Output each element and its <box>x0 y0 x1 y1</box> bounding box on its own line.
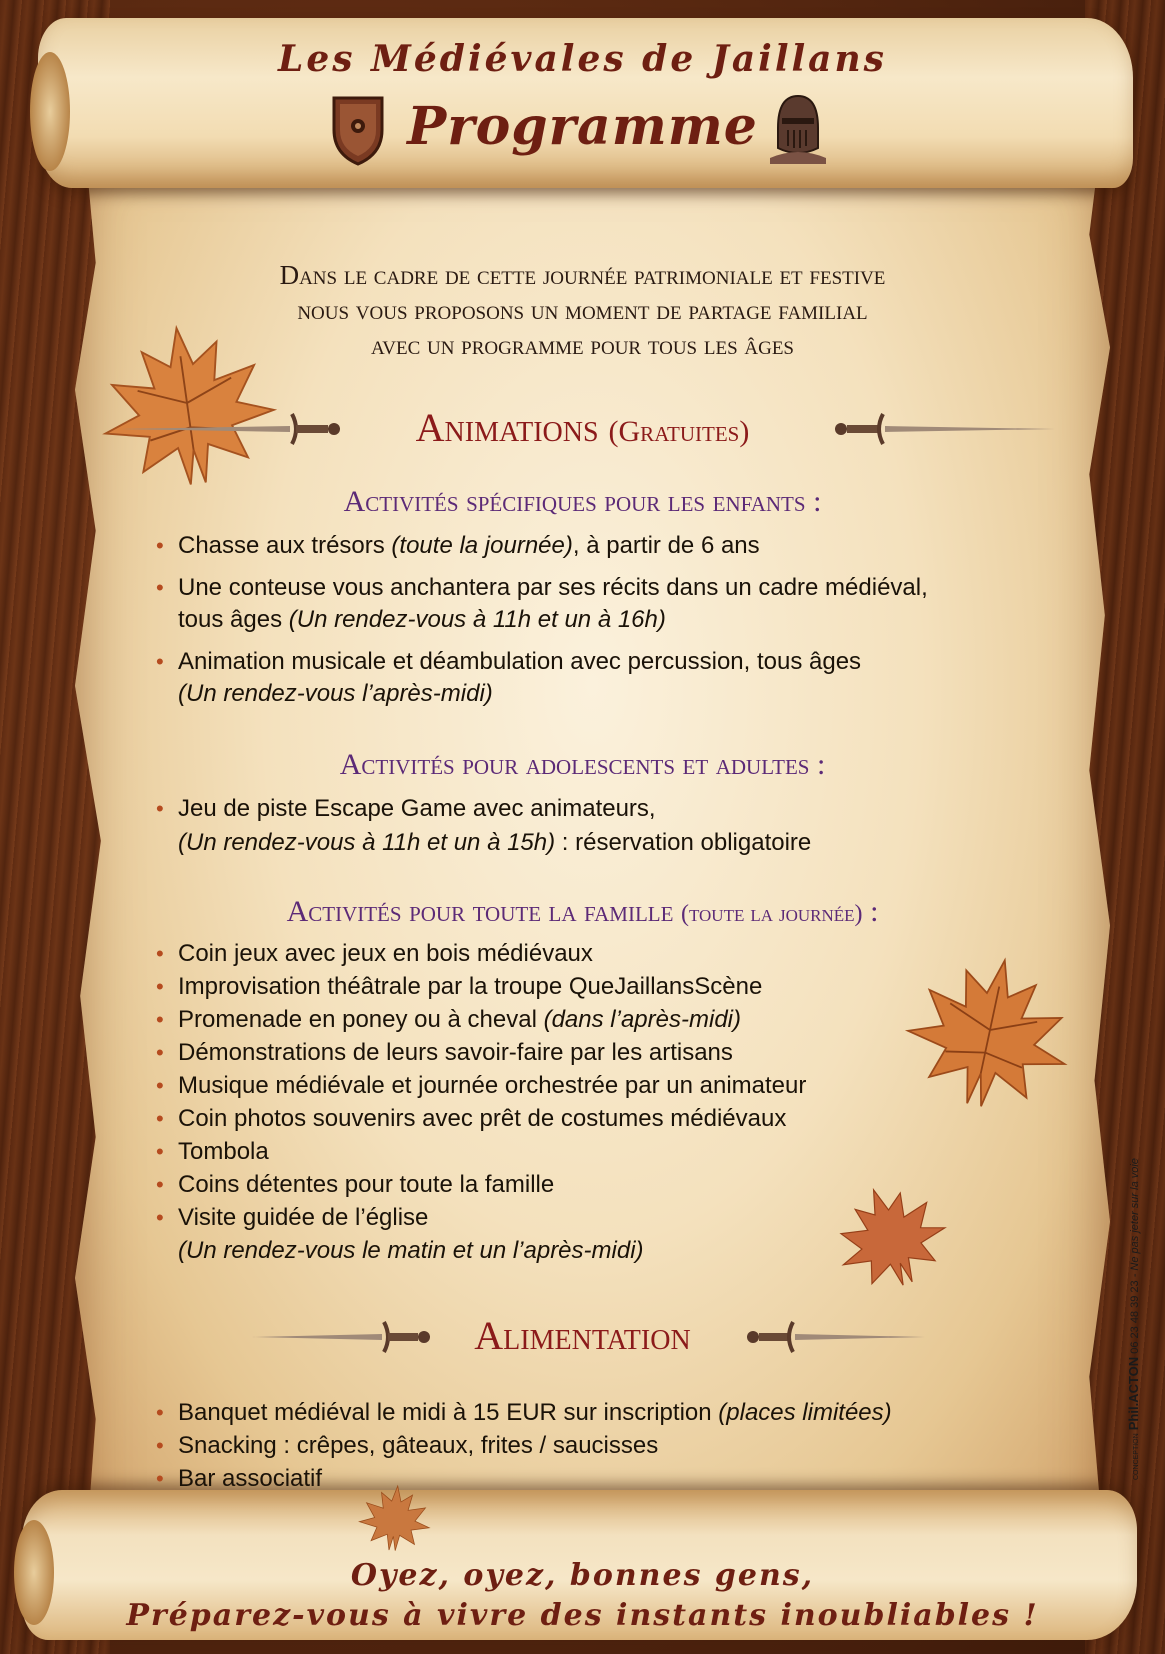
list-item <box>156 1429 1056 1462</box>
item-text: Improvisation théâtrale par la troupe QueJaillansScène <box>178 973 763 1000</box>
design-credit <box>1126 1158 1141 1480</box>
item-text: , à partir de 6 ans <box>572 532 760 559</box>
item-text: Jeu de piste Escape Game avec animateurs, <box>178 795 656 822</box>
item-continuation <box>178 826 1056 860</box>
list-item <box>156 937 1056 970</box>
event-title: Les Médiévales de Jaillans <box>278 38 887 80</box>
intro-line: nous vous proposons un moment de partage familial <box>297 295 868 325</box>
section-note: (Gratuites) <box>608 415 750 448</box>
list-item <box>156 792 1056 860</box>
intro-line: Dans le cadre de cette journée patrimoniale et festive <box>279 260 886 290</box>
list-item <box>156 1102 1056 1135</box>
section-alimentation-title: Alimentation <box>474 1313 691 1358</box>
item-note: (Un rendez-vous le matin et un l’après-midi) <box>178 1237 644 1264</box>
item-text: Démonstrations de leurs savoir-faire par les artisans <box>178 1039 733 1066</box>
list-item <box>156 1462 1056 1495</box>
list-item <box>156 1396 1056 1429</box>
item-continuation <box>178 678 1056 710</box>
subsection-adultes-title: Activités pour adolescents et adultes : <box>339 748 826 781</box>
subsection-enfants-title: Activités spécifiques pour les enfants : <box>343 485 822 518</box>
item-text: Coin jeux avec jeux en bois médiévaux <box>178 940 593 967</box>
footer-line-1: Oyez, oyez, bonnes gens, <box>350 1558 815 1593</box>
adultes-list <box>156 792 1056 860</box>
list-item <box>156 1168 1056 1201</box>
list-item <box>156 1036 1056 1069</box>
item-text: Bar associatif <box>178 1465 323 1492</box>
list-item <box>156 646 1056 710</box>
subsection-famille-title <box>0 895 1165 929</box>
famille-list <box>156 937 1056 1267</box>
list-item <box>156 970 1056 1003</box>
item-text: Promenade en poney ou à cheval <box>178 1006 544 1033</box>
item-continuation <box>178 604 1056 636</box>
item-note: (dans l’après-midi) <box>543 1006 741 1033</box>
credit-brand: Phil.ACTON <box>1126 1356 1141 1431</box>
list-item <box>156 1069 1056 1102</box>
wood-background-left <box>0 0 110 1654</box>
list-item <box>156 1201 1056 1267</box>
item-text: Coins détentes pour toute la famille <box>178 1171 555 1198</box>
subsection-note: (toute la journée) <box>680 901 863 927</box>
enfants-list <box>156 530 1056 720</box>
intro-text <box>150 258 1015 363</box>
credit-notice: - Ne pas jeter sur la voie <box>1129 1158 1141 1278</box>
list-item <box>156 1135 1056 1168</box>
knight-helmet-icon <box>770 88 826 164</box>
item-text: Chasse aux trésors <box>178 532 392 559</box>
subsection-colon: : <box>862 895 879 928</box>
item-note: (Un rendez-vous l’après-midi) <box>178 680 493 707</box>
wood-background-right <box>1085 0 1165 1654</box>
alimentation-list <box>156 1396 1056 1495</box>
item-text: tous âges <box>178 606 289 633</box>
item-note: (toute la journée) <box>391 532 573 559</box>
section-title: Animations <box>415 405 599 450</box>
item-text: Visite guidée de l’église <box>178 1204 429 1231</box>
item-text: : réservation obligatoire <box>555 829 812 856</box>
item-text: Musique médiévale et journée orchestrée par un animateur <box>178 1072 807 1099</box>
subsection-title: Activités pour toute la famille <box>286 895 674 928</box>
intro-line: avec un programme pour tous les âges <box>370 330 795 360</box>
footer-line-2: Préparez-vous à vivre des instants inoubliables ! <box>126 1598 1039 1633</box>
credit-phone: 06 23 48 39 23 <box>1129 1280 1141 1354</box>
list-item <box>156 530 1056 562</box>
section-animations-title <box>0 404 1165 451</box>
item-continuation <box>178 1234 1056 1267</box>
item-text: Tombola <box>178 1138 269 1165</box>
item-note: (Un rendez-vous à 11h et un à 16h) <box>288 606 666 633</box>
credit-label: CONCEPTION <box>1133 1433 1140 1480</box>
item-text: Banquet médiéval le midi à 15 EUR sur inscription <box>178 1399 719 1426</box>
item-text: Une conteuse vous anchantera par ses récits dans un cadre médiéval, <box>178 574 928 601</box>
program-title: Programme <box>407 96 758 157</box>
item-note: (Un rendez-vous à 11h et un à 15h) <box>178 829 556 856</box>
item-text: Snacking : crêpes, gâteaux, frites / saucisses <box>178 1432 659 1459</box>
item-text: Animation musicale et déambulation avec percussion, tous âges <box>178 648 862 675</box>
item-note: (places limitées) <box>718 1399 892 1426</box>
list-item <box>156 572 1056 636</box>
list-item <box>156 1003 1056 1036</box>
item-text: Coin photos souvenirs avec prêt de costumes médiévaux <box>178 1105 787 1132</box>
